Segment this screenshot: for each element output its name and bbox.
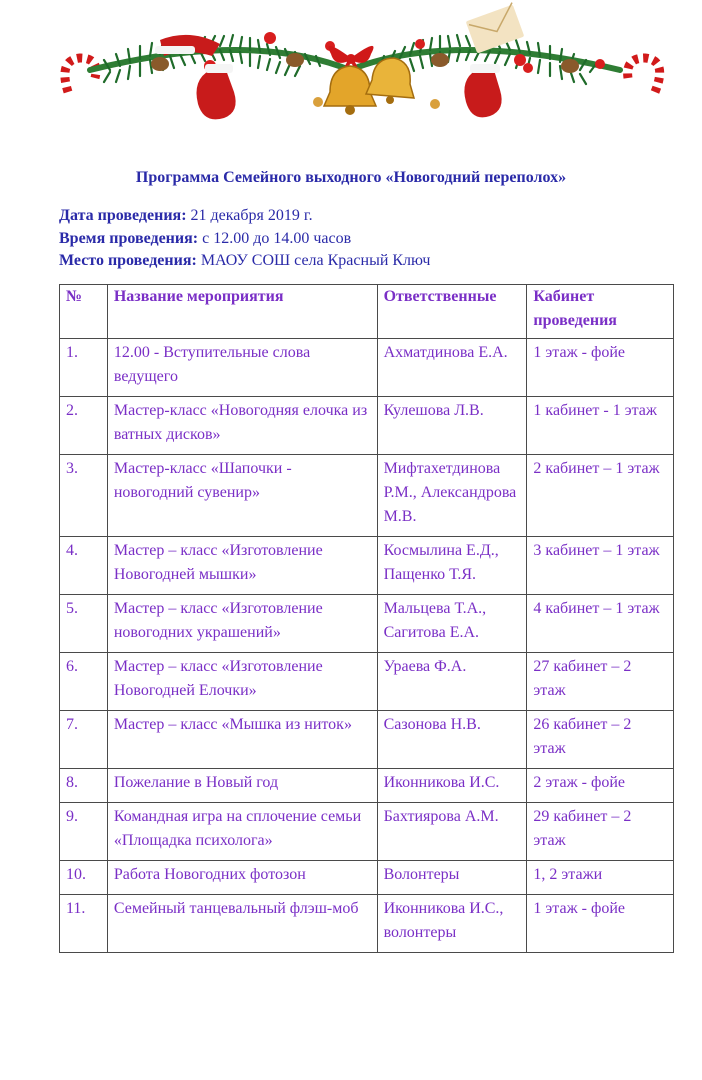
cell-number: 11. — [60, 895, 108, 953]
envelope-icon — [466, 3, 525, 54]
cell-number: 7. — [60, 711, 108, 769]
table-row — [60, 711, 674, 769]
table-row — [60, 803, 674, 861]
event-place-value: МАОУ СОШ села Красный Ключ — [200, 252, 431, 269]
santa-hat-icon — [155, 35, 220, 56]
cell-responsible: Иконникова И.С., волонтеры — [377, 895, 527, 953]
event-time — [59, 228, 430, 251]
cell-room: 2 этаж - фойе — [527, 769, 674, 803]
cell-room: 1 этаж - фойе — [527, 339, 674, 397]
table-row — [60, 653, 674, 711]
event-time-label: Время проведения: — [59, 229, 199, 247]
cell-number: 1. — [60, 339, 108, 397]
program-table — [59, 284, 674, 953]
cell-event-name: 12.00 - Вступительные слова ведущего — [107, 339, 377, 397]
cell-responsible: Волонтеры — [377, 861, 527, 895]
table-row — [60, 769, 674, 803]
christmas-garland-decoration — [0, 0, 702, 150]
cell-event-name: Командная игра на сплочение семьи «Площадка психолога» — [107, 803, 377, 861]
event-info — [59, 205, 430, 273]
table-row — [60, 339, 674, 397]
cell-number: 9. — [60, 803, 108, 861]
header-room: Кабинет проведения — [527, 285, 674, 339]
event-date-label: Дата проведения: — [59, 207, 187, 224]
cell-room: 27 кабинет – 2 этаж — [527, 653, 674, 711]
cell-number: 6. — [60, 653, 108, 711]
cell-event-name: Мастер-класс «Новогодняя елочка из ватных дисков» — [107, 397, 377, 455]
table-row — [60, 397, 674, 455]
cell-event-name: Мастер – класс «Изготовление новогодних украшений» — [107, 595, 377, 653]
event-time-value: с 12.00 до 14.00 часов — [202, 229, 352, 247]
candy-cane-right-icon — [628, 58, 660, 92]
cell-responsible: Сазонова Н.В. — [377, 711, 527, 769]
cell-room: 4 кабинет – 1 этаж — [527, 595, 674, 653]
event-date-value: 21 декабря 2019 г. — [190, 207, 313, 224]
table-row — [60, 861, 674, 895]
cell-number: 8. — [60, 769, 108, 803]
mitten-left-icon — [197, 64, 236, 119]
mitten-right-icon — [464, 64, 501, 117]
cell-number: 10. — [60, 861, 108, 895]
cell-responsible: Мальцева Т.А., Сагитова Е.А. — [377, 595, 527, 653]
table-row — [60, 537, 674, 595]
event-place — [59, 250, 430, 273]
table-header-row — [60, 285, 674, 339]
cell-room: 1 этаж - фойе — [527, 895, 674, 953]
table-row — [60, 895, 674, 953]
cell-event-name: Пожелание в Новый год — [107, 769, 377, 803]
cell-responsible: Космылина Е.Д., Пащенко Т.Я. — [377, 537, 527, 595]
table-row — [60, 455, 674, 537]
cell-number: 3. — [60, 455, 108, 537]
cell-responsible: Кулешова Л.В. — [377, 397, 527, 455]
cell-room: 29 кабинет – 2 этаж — [527, 803, 674, 861]
cell-room: 3 кабинет – 1 этаж — [527, 537, 674, 595]
header-number: № — [60, 285, 108, 339]
cell-responsible: Ахматдинова Е.А. — [377, 339, 527, 397]
cell-room: 26 кабинет – 2 этаж — [527, 711, 674, 769]
cell-event-name: Мастер – класс «Изготовление Новогодней Елочки» — [107, 653, 377, 711]
event-place-label: Место проведения: — [59, 252, 197, 269]
candy-cane-left-icon — [65, 58, 96, 92]
cell-event-name: Мастер-класс «Шапочки - новогодний сувенир» — [107, 455, 377, 537]
cell-responsible: Мифтахетдинова Р.М., Александрова М.В. — [377, 455, 527, 537]
cell-responsible: Бахтиярова А.М. — [377, 803, 527, 861]
cell-number: 4. — [60, 537, 108, 595]
cell-number: 2. — [60, 397, 108, 455]
header-responsible: Ответственные — [377, 285, 527, 339]
header-event-name: Название мероприятия — [107, 285, 377, 339]
cell-responsible: Иконникова И.С. — [377, 769, 527, 803]
cell-event-name: Мастер – класс «Мышка из ниток» — [107, 711, 377, 769]
cell-event-name: Работа Новогодних фотозон — [107, 861, 377, 895]
cell-room: 2 кабинет – 1 этаж — [527, 455, 674, 537]
event-date — [59, 205, 430, 228]
cell-room: 1 кабинет - 1 этаж — [527, 397, 674, 455]
table-row — [60, 595, 674, 653]
page-title: Программа Семейного выходного «Новогодний переполох» — [135, 169, 567, 186]
cell-event-name: Семейный танцевальный флэш-моб — [107, 895, 377, 953]
cell-event-name: Мастер – класс «Изготовление Новогодней мышки» — [107, 537, 377, 595]
cell-number: 5. — [60, 595, 108, 653]
cell-room: 1, 2 этажи — [527, 861, 674, 895]
cell-responsible: Ураева Ф.А. — [377, 653, 527, 711]
